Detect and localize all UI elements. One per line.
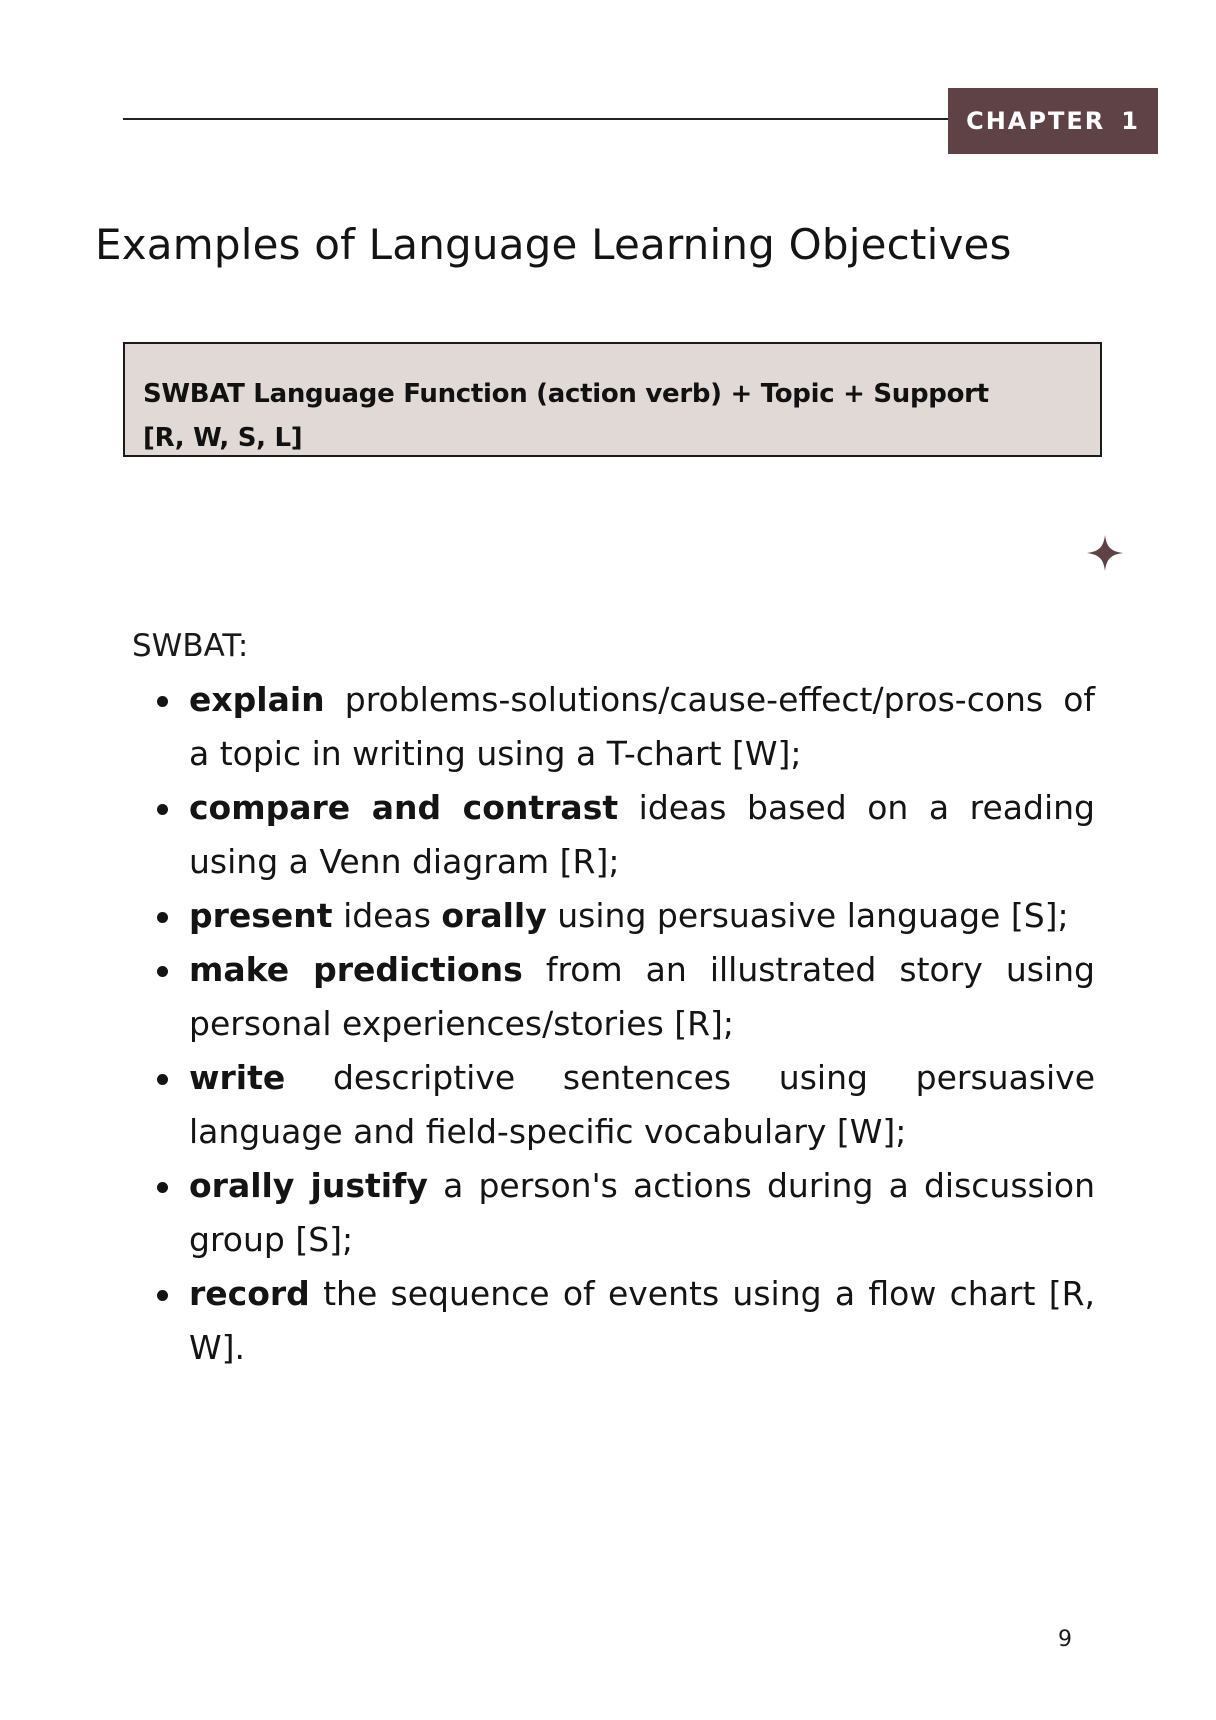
objective-text: a person's actions during a discussion group [S]; xyxy=(189,1166,1095,1259)
bullet-icon xyxy=(157,804,168,815)
list-item xyxy=(150,889,1095,943)
page-number: 9 xyxy=(1058,1627,1072,1652)
formula-skills: [R, W, S, L] xyxy=(143,423,303,453)
action-modifier: orally xyxy=(441,896,547,935)
list-item xyxy=(150,1267,1095,1375)
action-verb: orally justify xyxy=(189,1166,428,1205)
objective-text: descriptive sentences using persuasive language and field-specific vocabulary [W]; xyxy=(189,1058,1095,1151)
formula-box xyxy=(123,342,1102,457)
list-item xyxy=(150,781,1095,889)
chapter-tag xyxy=(948,88,1158,154)
objectives-list xyxy=(150,673,1095,1375)
chapter-label: CHAPTER xyxy=(966,107,1106,135)
chapter-number: 1 xyxy=(1121,107,1140,135)
bullet-icon xyxy=(157,1182,168,1193)
bullet-icon xyxy=(157,696,168,707)
header-rule xyxy=(123,118,948,120)
page-title: Examples of Language Learning Objectives xyxy=(95,220,1012,269)
objective-text: ideas xyxy=(332,896,442,935)
action-verb: explain xyxy=(189,680,325,719)
bullet-icon xyxy=(157,1290,168,1301)
bullet-icon xyxy=(157,912,168,923)
list-item xyxy=(150,1159,1095,1267)
list-item xyxy=(150,673,1095,781)
objective-text: using persuasive language [S]; xyxy=(546,896,1069,935)
objective-text: ideas based on a reading using a Venn diagram [R]; xyxy=(189,788,1095,881)
list-item xyxy=(150,1051,1095,1159)
list-item xyxy=(150,943,1095,1051)
action-verb: compare and contrast xyxy=(189,788,619,827)
action-verb: present xyxy=(189,896,333,935)
action-verb: make predictions xyxy=(189,950,523,989)
objective-text: problems-solutions/cause-effect/pros-cons of a topic in writing using a T-chart [W]; xyxy=(189,680,1095,773)
objectives-lead: SWBAT: xyxy=(132,628,249,664)
action-verb: write xyxy=(189,1058,286,1097)
formula-line: SWBAT Language Function (action verb) + Topic + Support xyxy=(143,379,989,409)
bullet-icon xyxy=(157,966,168,977)
objective-text: the sequence of events using a flow chart [R, W]. xyxy=(189,1274,1095,1367)
action-verb: record xyxy=(189,1274,310,1313)
objective-text: from an illustrated story using personal experiences/stories [R]; xyxy=(189,950,1095,1043)
sparkle-icon xyxy=(1087,535,1123,571)
bullet-icon xyxy=(157,1074,168,1085)
